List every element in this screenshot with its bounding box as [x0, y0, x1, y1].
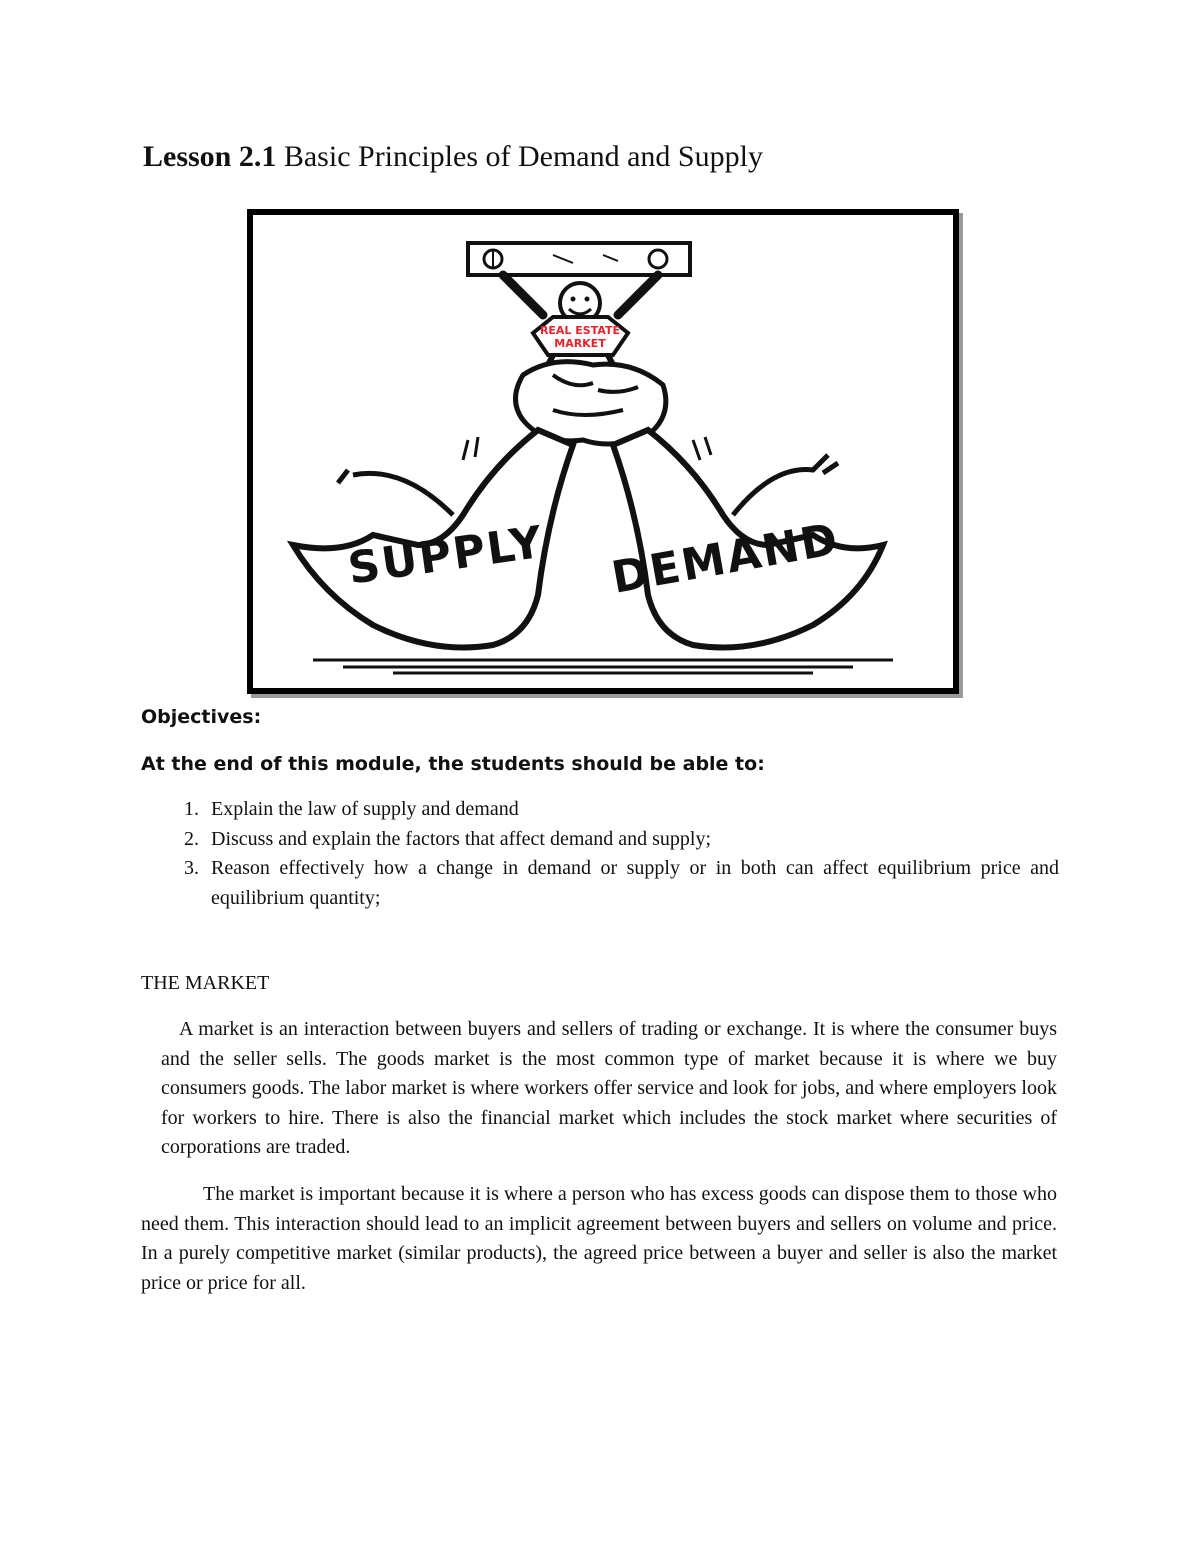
list-item-number: 1.	[184, 798, 199, 820]
badge-line2: MARKET	[554, 337, 606, 350]
list-item-number: 2.	[184, 827, 199, 850]
list-item-number: 3.	[184, 857, 199, 879]
demand-word: DEMAND	[607, 513, 844, 604]
market-paragraph-2: The market is important because it is where a person who has excess goods can dispose them to those who need them. This interaction should lead to an implicit agreement between buyers and sellers on volume and price. In a purely competitive market (similar products), the agreed price between a buyer and seller is also the market price or price for all.	[141, 1183, 1057, 1294]
objectives-list	[141, 795, 1059, 913]
list-item-text: Explain the law of supply and demand	[211, 798, 519, 820]
list-item-text: Reason effectively how a change in demand or supply or in both can affect equilibrium price and equilibrium quantity;	[211, 857, 1059, 909]
supply-demand-illustration	[247, 209, 959, 694]
badge-line1: REAL ESTATE	[539, 324, 621, 337]
lesson-number: Lesson 2.1	[143, 140, 277, 173]
objectives-intro: At the end of this module, the students should be able to:	[141, 753, 765, 775]
lesson-title-text: Basic Principles of Demand and Supply	[283, 140, 763, 173]
list-item	[141, 854, 1059, 913]
market-paragraph-1: A market is an interaction between buyers and sellers of trading or exchange. It is where the consumer buys and the seller sells. The goods market is the most common type of market because it is where we buy consumers goods. The labor market is where workers offer service and look for jobs, and where employers look for workers to hire. There is also the financial market which includes the stock market where securities of corporations are traded.	[161, 1018, 1057, 1158]
supply-word: SUPPLY	[344, 516, 548, 595]
objectives-heading: Objectives:	[141, 706, 262, 728]
plank-icon	[468, 243, 690, 275]
list-item	[141, 795, 1059, 825]
ground-lines-icon	[313, 660, 893, 673]
list-item-text: Discuss and explain the factors that affect demand and supply;	[211, 827, 712, 850]
lesson-title	[143, 140, 763, 174]
list-item	[141, 825, 1059, 855]
market-heading: THE MARKET	[141, 972, 270, 994]
